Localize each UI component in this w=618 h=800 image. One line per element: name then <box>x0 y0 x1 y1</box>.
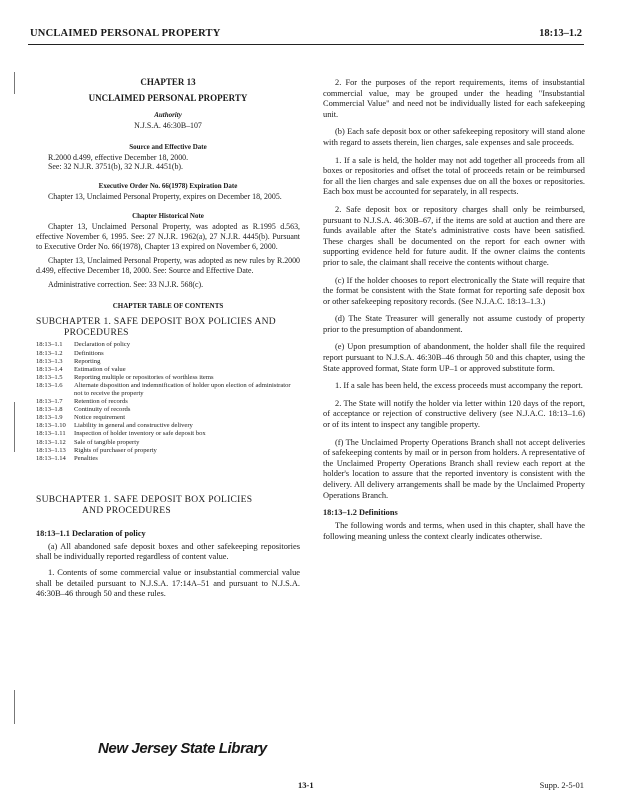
body-paragraph: 1. If a sale is held, the holder may not add together all proceeds from all boxes or repositories and offset the total of proceeds retain or be reimbursed for all the lien charges and sale expenses due on all the boxes or repositories. Each box must be accounted for separately, in all respects. <box>323 155 585 197</box>
toc-section-number: 18:13–1.10 <box>36 422 66 430</box>
toc-row <box>36 374 300 382</box>
toc-section-number: 18:13–1.5 <box>36 373 63 381</box>
page-number: 13-1 <box>298 780 314 790</box>
toc-section-title: Declaration of policy <box>74 341 131 349</box>
left-column <box>36 78 300 600</box>
running-header-section: 18:13–1.2 <box>539 28 582 39</box>
toc-section-title: Reporting multiple or repositories of worthless items <box>74 373 214 381</box>
toc-section-number: 18:13–1.7 <box>36 398 63 406</box>
toc-section-title: Alternate disposition and indemnification of holder upon election of administrator not to receive the property <box>74 381 291 397</box>
toc-row <box>36 430 300 438</box>
historical-note-paragraph: Chapter 13, Unclaimed Personal Property, was adopted as R.1995 d.563, effective November 6, 1995. See: 27 N.J.R. 1962(a), 27 N.J.R. 4445(b). Pursuant to Executive Order No. 66(1978), Chapter 13 expired on November 6, 2000. <box>36 222 300 251</box>
body-paragraph: 1. Contents of some commercial value or insubstantial commercial value shall be detailed pursuant to N.J.S.A. 17:14A–51 and pursuant to N.J.S.A. 46:30B–46 through 50 and these rules. <box>36 567 300 599</box>
toc-row <box>36 447 300 455</box>
section-heading: 18:13–1.1 Declaration of policy <box>36 528 146 538</box>
toc-section-number: 18:13–1.14 <box>36 454 66 462</box>
toc-list <box>36 341 300 462</box>
toc-heading: CHAPTER TABLE OF CONTENTS <box>112 301 224 310</box>
toc-row <box>36 366 300 374</box>
toc-section-number: 18:13–1.11 <box>36 430 66 438</box>
header-rule <box>28 44 584 45</box>
source-line-1: R.2000 d.499, effective December 18, 2000. <box>48 152 189 162</box>
toc-section-title: Estimation of value <box>74 365 126 373</box>
body-paragraph: (d) The State Treasurer will generally not assume custody of property prior to the presumption of abandonment. <box>323 314 585 334</box>
toc-section-number: 18:13–1.9 <box>36 414 63 422</box>
toc-section-number: 18:13–1.8 <box>36 406 63 414</box>
toc-section-title: Reporting <box>74 357 101 365</box>
toc-section-number: 18:13–1.3 <box>36 357 63 365</box>
toc-section-title: Rights of purchaser of property <box>74 446 157 454</box>
body-paragraph: 2. Safe deposit box or repository charges shall only be reimbursed, pursuant to N.J.S.A. 46:30B–67, if the items are sold at auction and there are funds available after the State's administrative costs have been satisfied. These charges shall be documented on the report for each owner with supporting evidence held for future audit. If the owner claims the contents prior to sale, the claimant shall receive the contents without charge. <box>323 204 585 267</box>
body-paragraph: (b) Each safe deposit box or other safekeeping repository will stand alone with regard to assets therein, lien charges, sale expenses and sale proceeds. <box>323 127 585 147</box>
toc-row <box>36 455 300 463</box>
toc-subchapter-line-1: SUBCHAPTER 1. SAFE DEPOSIT BOX POLICIES AND <box>36 317 276 328</box>
subchapter-heading-line-2: AND PROCEDURES <box>82 505 171 516</box>
toc-row <box>36 358 300 366</box>
toc-row <box>36 382 300 398</box>
authority-heading: Authority <box>154 110 182 119</box>
body-paragraph: 1. If a sale has been held, the excess proceeds must accompany the report. <box>335 381 583 391</box>
library-stamp: New Jersey State Library <box>98 740 267 757</box>
body-paragraph: 2. The State will notify the holder via letter within 120 days of the report, of acceptance or rejection of constructive delivery (see N.J.A.C. 18:13–1.6) or of its intent to inspect any tangible property. <box>323 398 585 430</box>
toc-row <box>36 414 300 422</box>
margin-bracket <box>14 402 15 452</box>
toc-subchapter-line-2: PROCEDURES <box>64 328 129 339</box>
toc-section-number: 18:13–1.6 <box>36 381 63 389</box>
historical-note-paragraph: Administrative correction. See: 33 N.J.R. 568(c). <box>48 279 204 289</box>
toc-section-number: 18:13–1.12 <box>36 438 66 446</box>
section-heading: 18:13–1.2 Definitions <box>323 508 398 518</box>
toc-row <box>36 350 300 358</box>
authority-text: N.J.S.A. 46:30B–107 <box>134 120 202 130</box>
toc-section-title: Retention of records <box>74 398 128 406</box>
body-paragraph: (a) All abandoned safe deposit boxes and other safekeeping repositories shall be individually reported regardless of content value. <box>36 541 300 562</box>
margin-bracket <box>14 690 15 724</box>
supplement-date: Supp. 2-5-01 <box>539 780 584 790</box>
toc-row <box>36 422 300 430</box>
toc-section-title: Notice requirement <box>74 414 126 422</box>
body-paragraph: (e) Upon presumption of abandonment, the holder shall file the required report pursuant to N.J.S.A. 46:30B–46 through 50 and this chapter, using the State approved format, State form UP–1 or approved substitute form. <box>323 342 585 373</box>
toc-row <box>36 439 300 447</box>
toc-section-title: Sale of tangible property <box>74 438 140 446</box>
toc-row <box>36 398 300 406</box>
source-line-2: See: 32 N.J.R. 3751(b), 32 N.J.R. 4451(b). <box>48 162 184 172</box>
historical-note-paragraph: Chapter 13, Unclaimed Personal Property, was adopted as new rules by R.2000 d.499, effective December 18, 2000. See: Source and Effective Date. <box>36 255 300 275</box>
toc-section-title: Penalties <box>74 454 98 462</box>
toc-section-number: 18:13–1.1 <box>36 341 63 349</box>
toc-section-number: 18:13–1.2 <box>36 349 63 357</box>
toc-section-title: Inspection of holder inventory or safe deposit box <box>74 430 206 438</box>
toc-section-number: 18:13–1.4 <box>36 365 63 373</box>
toc-section-number: 18:13–1.13 <box>36 446 66 454</box>
toc-section-title: Continuity of records <box>74 406 131 414</box>
toc-section-title: Liability in general and constructive delivery <box>74 422 193 430</box>
running-header-title: UNCLAIMED PERSONAL PROPERTY <box>30 28 221 39</box>
chapter-title: UNCLAIMED PERSONAL PROPERTY <box>88 92 248 103</box>
chapter-number: CHAPTER 13 <box>140 77 196 87</box>
body-paragraph: The following words and terms, when used in this chapter, shall have the following meaning unless the context clearly indicates otherwise. <box>323 521 585 541</box>
subchapter-heading-line-1: SUBCHAPTER 1. SAFE DEPOSIT BOX POLICIES <box>36 494 253 505</box>
body-paragraph: (c) If the holder chooses to report electronically the State will require that the format be consistent with the State format for reporting safe deposit box or other safekeeping repository records. (See N.J.A.C. 18:13–1.3.) <box>323 275 585 306</box>
toc-section-title: Definitions <box>74 349 104 357</box>
toc-row <box>36 341 300 349</box>
historical-note-heading: Chapter Historical Note <box>132 212 204 221</box>
body-paragraph: 2. For the purposes of the report requirements, items of insubstantial commercial value, may be grouped under the heading "Insubstantial Commercial Value" and need not be individually listed for each safekeeping unit. <box>323 78 585 119</box>
margin-bracket <box>14 72 15 94</box>
executive-order-text: Chapter 13, Unclaimed Personal Property, expires on December 18, 2005. <box>48 192 282 202</box>
right-column <box>323 78 585 542</box>
executive-order-heading: Executive Order No. 66(1978) Expiration Date <box>98 182 238 191</box>
body-paragraph: (f) The Unclaimed Property Operations Branch shall not accept deliveries of safekeeping contents by mail or in person from holders. A representative of the Unclaimed Property Operations Branch shall review each report at the holder's location to assure that the reported inventory is consistent with the delivery. All delivery arrangements shall be made by the Unclaimed Property Operations Branch. <box>323 437 585 500</box>
source-heading: Source and Effective Date <box>129 142 207 151</box>
toc-row <box>36 406 300 414</box>
